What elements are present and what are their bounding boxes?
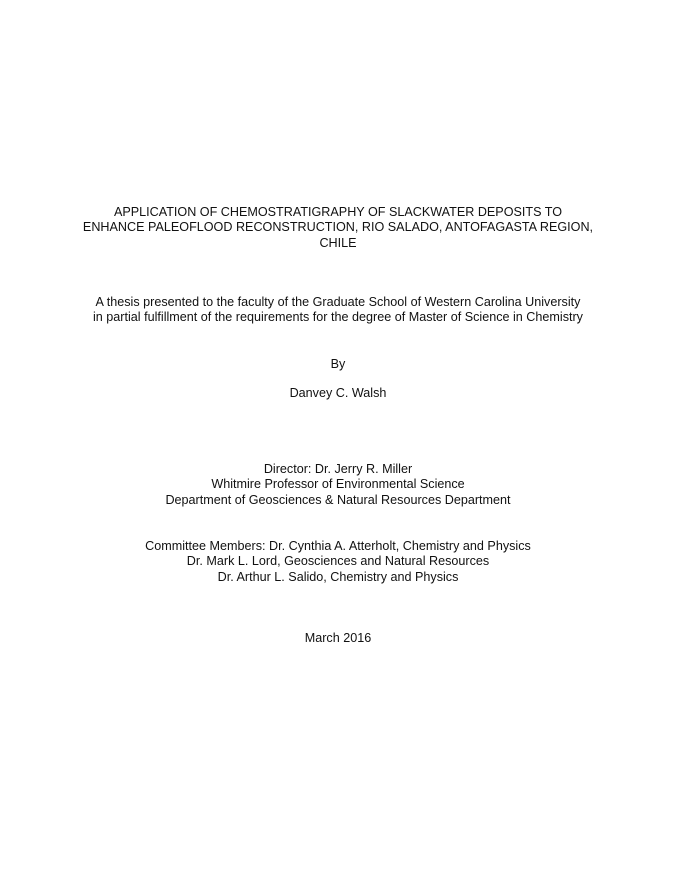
committee-members	[60, 539, 616, 585]
author-name: Danvey C. Walsh	[289, 386, 387, 400]
thesis-statement	[60, 295, 616, 326]
committee-line-2: Dr. Mark L. Lord, Geosciences and Natural Resources	[186, 554, 490, 569]
thesis-statement-line-2: in partial fulfillment of the requirements for the degree of Master of Science in Chemistry	[93, 310, 583, 325]
thesis-title	[60, 205, 616, 251]
by-label: By	[330, 357, 346, 371]
committee-line-1: Committee Members: Dr. Cynthia A. Atterholt, Chemistry and Physics	[145, 539, 531, 553]
thesis-title-line-2: ENHANCE PALEOFLOOD RECONSTRUCTION, RIO SALADO, ANTOFAGASTA REGION,	[82, 220, 594, 235]
director-line-2: Whitmire Professor of Environmental Science	[211, 477, 465, 492]
thesis-statement-line-1: A thesis presented to the faculty of the Graduate School of Western Carolina University	[95, 295, 581, 309]
director-line-1: Director: Dr. Jerry R. Miller	[263, 462, 413, 476]
thesis-title-line-3: CHILE	[319, 235, 357, 250]
director-line-3: Department of Geosciences & Natural Resources Department	[165, 492, 511, 507]
thesis-title-line-1: APPLICATION OF CHEMOSTRATIGRAPHY OF SLACKWATER DEPOSITS TO	[113, 205, 563, 219]
director-info	[60, 462, 616, 508]
committee-line-3: Dr. Arthur L. Salido, Chemistry and Physics	[217, 569, 459, 584]
submission-date: March 2016	[304, 631, 372, 645]
